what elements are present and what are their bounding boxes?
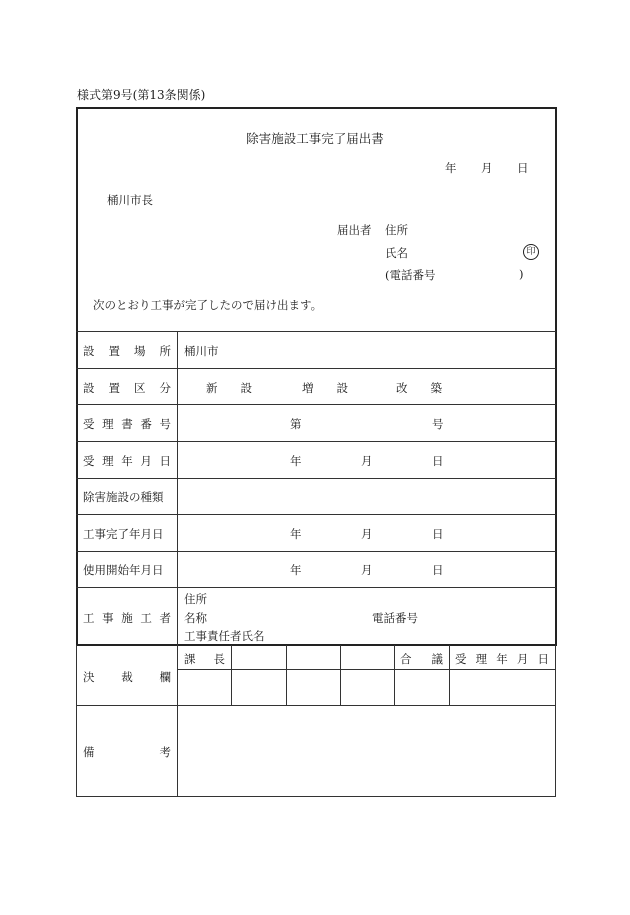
approval-col-divider	[231, 645, 232, 706]
lower-label-divider	[177, 645, 178, 797]
contractor-name-label: 名称	[184, 611, 207, 625]
completion-date-day: 日	[432, 527, 444, 541]
form-top-border	[76, 107, 557, 109]
date-year: 年	[445, 161, 457, 175]
lower-bottom-border	[76, 796, 556, 797]
option-expansion[interactable]: 増 設	[302, 381, 348, 395]
label-start-date: 使用開始年月日	[83, 563, 164, 577]
completion-date-month: 月	[361, 527, 373, 541]
row-divider	[76, 551, 556, 552]
approval-col-divider	[286, 645, 287, 706]
completion-date-year: 年	[290, 527, 302, 541]
row-divider	[76, 368, 556, 369]
value-location[interactable]: 桶川市	[184, 344, 219, 358]
date-day: 日	[517, 161, 529, 175]
approval-col-divider	[449, 645, 450, 706]
approval-col-divider	[394, 645, 395, 706]
row-divider	[76, 404, 556, 405]
form-right-border	[555, 107, 557, 646]
applicant-phone-close: )	[519, 267, 524, 281]
form-title: 除害施設工事完了届出書	[246, 131, 384, 146]
approval-header-divider	[177, 669, 556, 670]
statement-text: 次のとおり工事が完了したので届け出ます。	[93, 298, 323, 312]
start-date-year: 年	[290, 563, 302, 577]
label-receipt-number: 受 理 書 番 号	[83, 417, 171, 431]
addressee: 桶川市長	[107, 193, 153, 207]
seal-mark: 印	[523, 244, 539, 260]
receipt-date-year: 年	[290, 454, 302, 468]
row-divider	[76, 514, 556, 515]
label-remarks: 備 考	[83, 745, 171, 759]
contractor-phone-label: 電話番号	[372, 611, 418, 625]
applicant-name-label: 氏名	[385, 246, 408, 260]
start-date-day: 日	[432, 563, 444, 577]
receipt-number-suffix: 号	[432, 417, 444, 431]
receipt-date-month: 月	[361, 454, 373, 468]
contractor-address-label: 住所	[184, 592, 207, 606]
option-renovation[interactable]: 改 築	[396, 381, 442, 395]
label-contractor: 工 事 施 工 者	[83, 611, 171, 625]
consultation-header: 合 議	[400, 652, 443, 666]
label-receipt-date: 受 理 年 月 日	[83, 454, 171, 468]
contractor-manager-label: 工事責任者氏名	[184, 629, 265, 643]
approval-col-divider	[340, 645, 341, 706]
applicant-address-label: 住所	[385, 223, 408, 237]
receipt-date-header: 受 理 年 月 日	[455, 652, 549, 666]
start-date-month: 月	[361, 563, 373, 577]
lower-right-border	[555, 645, 556, 797]
row-divider	[76, 478, 556, 479]
label-category: 設 置 区 分	[83, 381, 171, 395]
label-location: 設 置 場 所	[83, 344, 171, 358]
receipt-number-prefix: 第	[290, 417, 302, 431]
row-divider	[76, 441, 556, 442]
form-number: 様式第9号(第13条関係)	[77, 88, 206, 102]
receipt-date-day: 日	[432, 454, 444, 468]
section-chief-header: 課 長	[184, 652, 225, 666]
applicant-phone-label: (電話番号	[385, 268, 436, 282]
approval-remarks-divider	[76, 705, 556, 706]
row-divider	[76, 331, 556, 332]
row-divider	[76, 587, 556, 588]
option-new[interactable]: 新 設	[206, 381, 252, 395]
label-completion-date: 工事完了年月日	[83, 527, 164, 541]
lower-left-border	[76, 645, 77, 797]
applicant-label: 届出者	[337, 223, 372, 237]
label-column-divider	[177, 331, 178, 645]
label-facility-type: 除害施設の種類	[83, 490, 164, 504]
form-bottom-border	[76, 644, 557, 646]
form-left-border	[76, 107, 78, 646]
label-approval: 決 裁 欄	[83, 670, 171, 684]
date-month: 月	[481, 161, 493, 175]
